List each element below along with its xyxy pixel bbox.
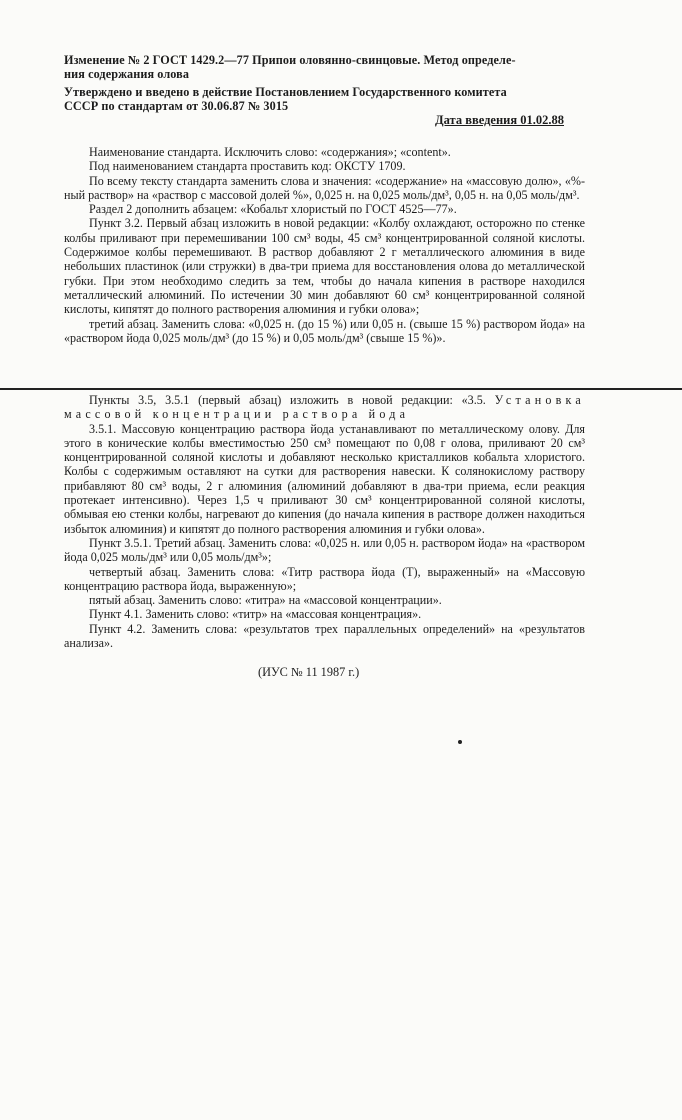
- paragraph: четвертый абзац. Заменить слова: «Титр раствора йода (T), выраженный» на «Массовую концентрацию раствора йода, выраженную»;: [64, 564, 585, 593]
- paragraph: [64, 393, 585, 422]
- publication-reference: (ИУС № 11 1987 г.): [258, 665, 360, 679]
- paragraph: Под наименованием стандарта проставить код: ОКСТУ 1709.: [89, 159, 406, 174]
- effective-date: Дата введения 01.02.88: [435, 113, 564, 127]
- page-divider: [0, 388, 682, 390]
- amendment-title: [64, 53, 584, 81]
- paragraph: третий абзац. Заменить слова: «0,025 н. (до 15 %) или 0,05 н. (свыше 15 %) раствором йода» на «раствором йода 0,025 моль/дм³ (до 15 %) и 0,05 моль/дм³ (свыше 15 %)».: [64, 316, 585, 345]
- paragraph: пятый абзац. Заменить слово: «титра» на «массовой концентрации».: [89, 593, 442, 608]
- paragraph: По всему тексту стандарта заменить слова и значения: «содержание» на «массовую долю», «%-ный раствор» на «раствор с массовой долей %», 0,025 н. на 0,025 моль/дм³, 0,05 н. на 0,05 моль/дм³.: [64, 173, 585, 202]
- paragraph: Наименование стандарта. Исключить слово: «содержания»; «content».: [89, 145, 451, 159]
- approval-note-line2: СССР по стандартам от 30.06.87 № 3015: [64, 99, 289, 113]
- section-amendments-part1: [64, 145, 585, 345]
- paragraph: Пункт 4.1. Заменить слово: «титр» на «массовая концентрация».: [89, 607, 422, 622]
- amendment-title-line1: Изменение № 2 ГОСТ 1429.2—77 Припои оловянно-свинцовые. Метод определе-: [64, 53, 516, 67]
- paragraph: Пункт 3.2. Первый абзац изложить в новой редакции: «Колбу охлаждают, осторожно по стенке колбы приливают при перемешивании 100 см³ воды, 45 см³ концентрированной соляной кислоты. Содержимое колбы перемешивают. В раствор добавляют 2 г металлического алюминия в виде небольших пластинок (или стружки) в два-три приема для восстановления олова до металлической губки. При этом необходимо следить за тем, чтобы до начала кипения в растворе находился металлический алюминий. По истечении 30 мин добавляют 60 см³ концентрированной соляной кислоты, кипятят до полного растворения алюминия и губки олова»;: [64, 216, 585, 317]
- paragraph: Раздел 2 дополнить абзацем: «Кобальт хлористый по ГОСТ 4525—77».: [89, 202, 457, 217]
- paragraph: Пункт 4.2. Заменить слова: «результатов трех параллельных определений» на «результатов анализа».: [64, 621, 585, 651]
- spaced-heading: Установка массовой концентрации раствора йода: [64, 393, 585, 422]
- approval-note-line1: Утверждено и введено в действие Постановлением Государственного комитета: [64, 85, 507, 99]
- ink-speck: [458, 740, 462, 744]
- approval-note: [64, 85, 584, 113]
- section-amendments-part2: [64, 393, 585, 650]
- paragraph: Пункт 3.5.1. Третий абзац. Заменить слова: «0,025 н. или 0,05 н. раствором йода» на «раствором йода 0,025 моль/дм³ или 0,05 моль/дм³»;: [64, 535, 585, 565]
- paragraph-text: Пункты 3.5, 3.5.1 (первый абзац) изложить в новой редакции: «3.5.: [89, 393, 486, 407]
- paragraph: 3.5.1. Массовую концентрацию раствора йода устанавливают по металлическому олову. Для этого в конические колбы вместимостью 250 см³ помещают по 0,08 г олова, приливают 20 см³ концентрированной соляной кислоты и добавляют несколько кристалликов кобальта хлористого. Колбы с содержимым оставляют на сутки для растворения навески. К солянокислому раствору прибавляют 80 см³ воды, 2 г алюминия (алюминий добавляют в два-три приема, если реакция протекает интенсивно). Через 1,5 ч приливают 30 см³ концентрированной соляной кислоты, обмывая ею стенки колбы, нагревают до кипения (до начала кипения в растворе должен находиться избыток алюминия) и кипятят до полного растворения алюминия и губки олова».: [64, 421, 585, 536]
- amendment-title-line2: ния содержания олова: [64, 67, 190, 81]
